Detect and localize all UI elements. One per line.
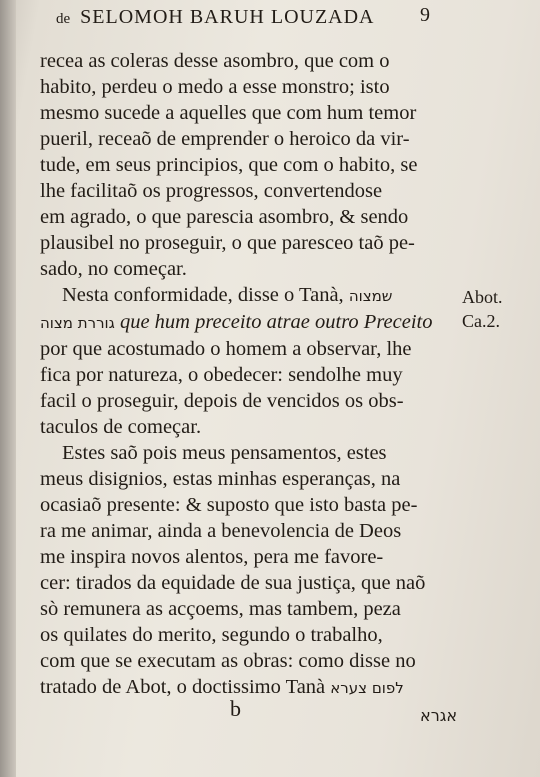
text-line: com que se executam as obras: como disse no bbox=[40, 650, 416, 672]
text-line: ra me animar, ainda a benevolencia de Deos bbox=[40, 520, 402, 542]
text-line: meus disignios, estas minhas esperanças, na bbox=[40, 468, 401, 490]
text-line: pueril, receaõ de emprender o heroico da vir- bbox=[40, 128, 410, 150]
page-number: 9 bbox=[420, 4, 430, 26]
para2-text: Nesta conformidade, disse o Tanà, bbox=[62, 284, 344, 306]
text-line: plausibel no proseguir, o que paresceo taõ pe- bbox=[40, 232, 415, 254]
text-line: por que acostumado o homem a observar, lhe bbox=[40, 338, 412, 360]
text-line: recea as coleras desse asombro, que com o bbox=[40, 50, 390, 72]
running-title: SELOMOH BARUH LOUZADA bbox=[80, 6, 375, 28]
para3-last-text: tratado de Abot, o doctissimo Tanà bbox=[40, 676, 326, 698]
text-line: facil o proseguir, depois de vencidos os obs- bbox=[40, 390, 404, 412]
text-line: ocasiaõ presente: & suposto que isto basta pe- bbox=[40, 494, 418, 516]
text-line: fica por natureza, o obedecer: sendolhe muy bbox=[40, 364, 403, 386]
hebrew-quote-3: לפום צערא bbox=[330, 679, 404, 697]
text-line: sò remunera as acçoems, mas tambem, peza bbox=[40, 598, 401, 620]
body-text bbox=[40, 48, 470, 701]
signature-mark: b bbox=[230, 696, 241, 721]
running-header bbox=[56, 6, 444, 29]
text-line: habito, perdeu o medo a esse monstro; isto bbox=[40, 76, 390, 98]
translation-italic: que hum preceito atrae outro Preceito bbox=[119, 311, 433, 333]
margin-note-line-1: Abot. bbox=[462, 287, 503, 307]
page-gutter-shadow bbox=[0, 0, 16, 777]
text-line bbox=[40, 674, 470, 701]
hebrew-quote-2: גוררת מצוה bbox=[40, 314, 115, 332]
text-line: cer: tirados da equidade de sua justiça, que naõ bbox=[40, 572, 426, 594]
margin-note-line-2: Ca.2. bbox=[462, 311, 500, 331]
paragraph-2-line-1 bbox=[40, 282, 470, 309]
text-line: os quilates do merito, segundo o trabalho, bbox=[40, 624, 383, 646]
text-line: taculos de começar. bbox=[40, 416, 202, 438]
text-line: em agrado, o que parescia asombro, & sendo bbox=[40, 206, 409, 228]
margin-note-source bbox=[462, 285, 503, 333]
text-line: tude, em seus principios, que com o habito, se bbox=[40, 154, 418, 176]
hebrew-quote-1: שמצוה bbox=[348, 287, 393, 305]
text-line: sado, no começar. bbox=[40, 258, 187, 280]
text-line: Estes saõ pois meus pensamentos, estes bbox=[62, 442, 387, 464]
text-line: mesmo sucede a aquelles que com hum temor bbox=[40, 102, 417, 124]
text-line: me inspira novos alentos, pera me favore- bbox=[40, 546, 384, 568]
header-prefix: de bbox=[56, 11, 71, 27]
text-line: lhe facilitaõ os progressos, convertendose bbox=[40, 180, 383, 202]
paragraph-2-line-2 bbox=[40, 309, 470, 336]
catchword-hebrew: אגרא bbox=[420, 706, 458, 725]
